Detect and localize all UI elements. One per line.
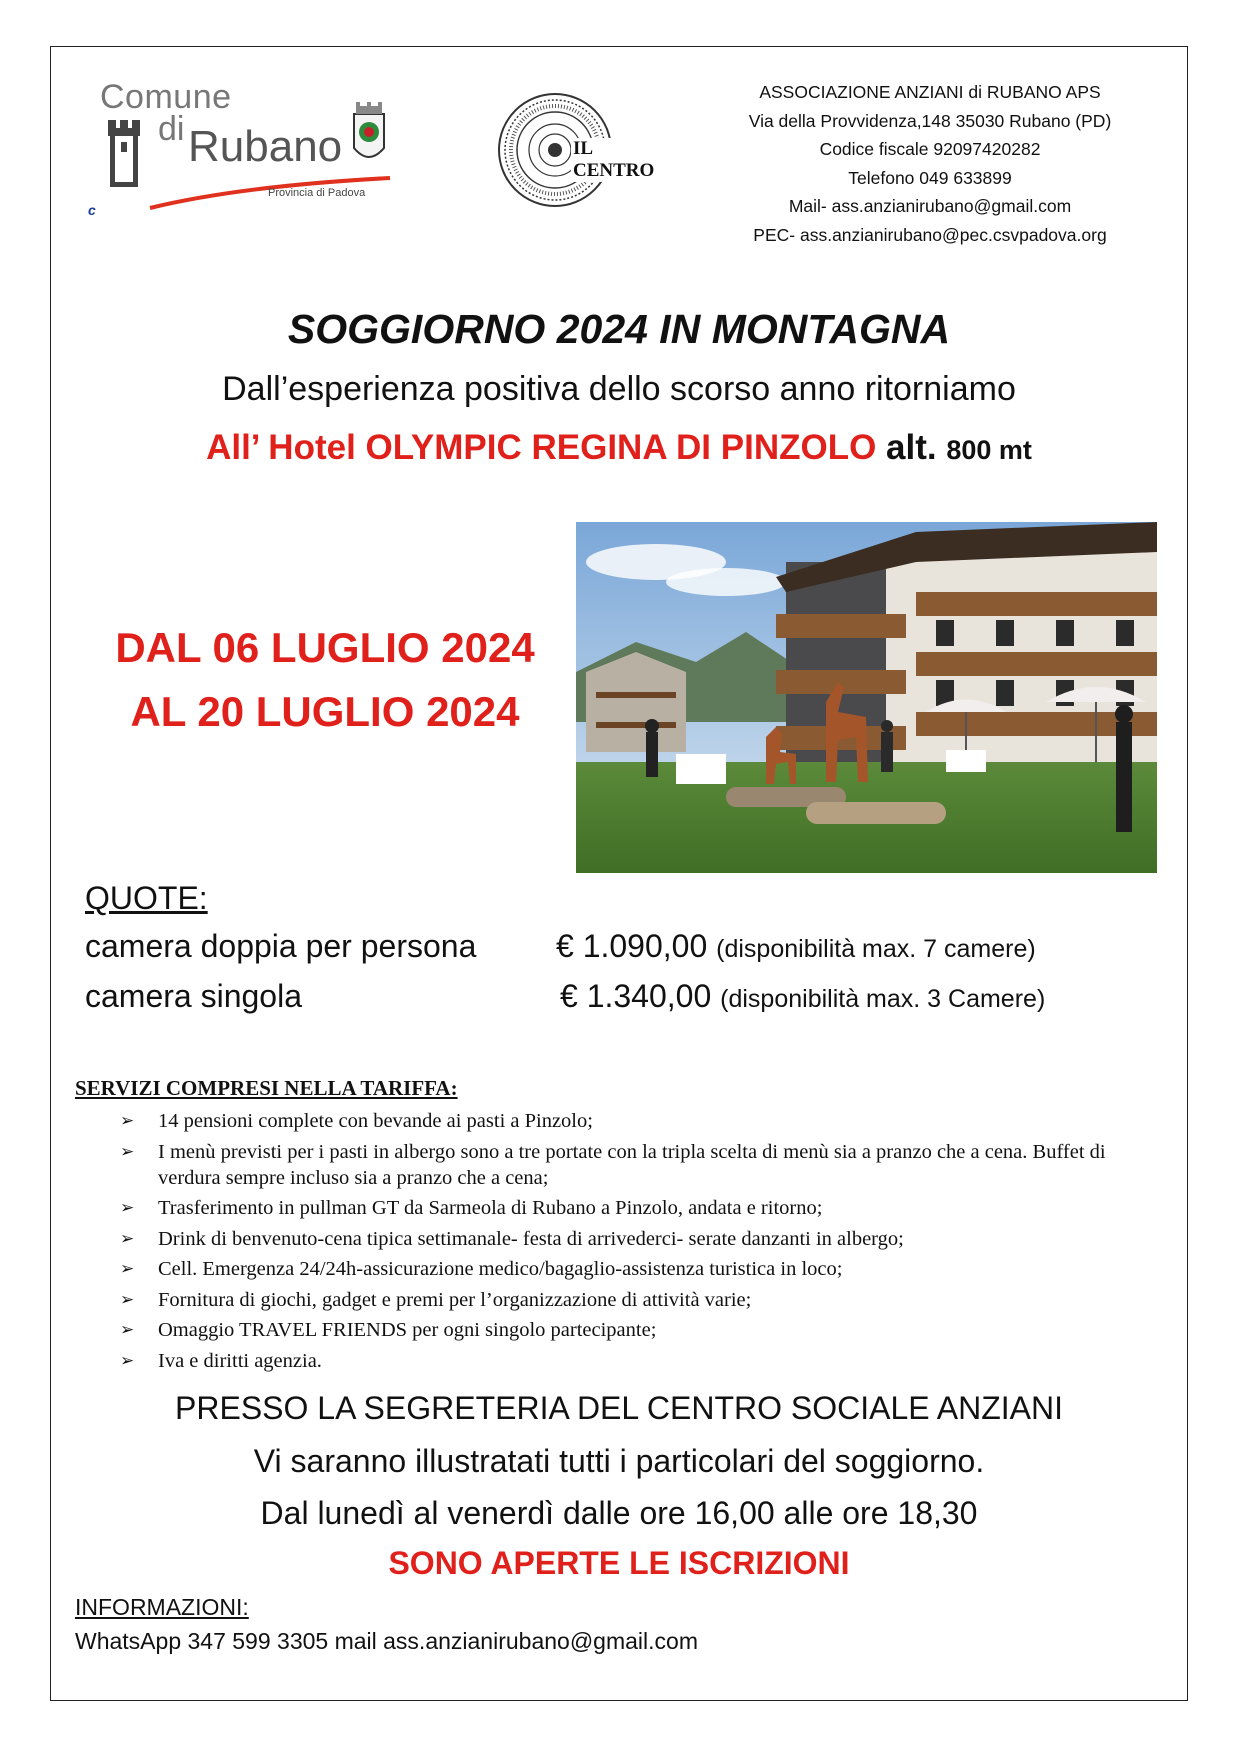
- stay-dates: [80, 616, 570, 744]
- logo-word-comune: Comune: [100, 78, 232, 116]
- closing-line-details: Vi saranno illustratati tutti i particolari del soggiorno.: [253, 1443, 985, 1479]
- date-from: DAL 06 LUGLIO 2024: [115, 624, 535, 671]
- logo-province: Provincia di Padova: [268, 187, 366, 199]
- page-subtitle: Dall’esperienza positiva dello scorso anno ritorniamo: [222, 370, 1016, 408]
- list-item: [120, 1108, 1170, 1134]
- comune-logo: [80, 70, 410, 230]
- quote-price-value: € 1.340,00: [560, 978, 712, 1014]
- quote-row-single: [85, 978, 1046, 1015]
- logo-word-rubano: Rubano: [188, 122, 343, 171]
- list-item-text: Iva e diritti agenzia.: [158, 1349, 322, 1372]
- quote-note: (disponibilità max. 3 Camere): [720, 985, 1046, 1013]
- arrow-bullet-icon: ➢: [120, 1320, 135, 1339]
- quote-label: camera singola: [85, 978, 302, 1014]
- list-item: [120, 1317, 1170, 1343]
- closing-line-hours: Dal lunedì al venerdì dalle ore 16,00 alle ore 18,30: [260, 1495, 978, 1531]
- stamp-label: IL CENTRO: [571, 138, 668, 182]
- arrow-bullet-icon: ➢: [120, 1259, 135, 1278]
- info-title: INFORMAZIONI:: [75, 1594, 249, 1620]
- list-item: [120, 1287, 1170, 1313]
- list-item: [120, 1139, 1170, 1191]
- list-item: [120, 1195, 1170, 1221]
- quote-label: camera doppia per persona: [85, 928, 477, 964]
- list-item: [120, 1348, 1170, 1374]
- association-mail: Mail- ass.anzianirubano@gmail.com: [788, 196, 1072, 216]
- quote-price: [556, 928, 1036, 965]
- list-item-text: Drink di benvenuto-cena tipica settimanale- festa di arrivederci- serate danzanti in albergo;: [158, 1227, 904, 1250]
- association-address: Via della Provvidenza,148 35030 Rubano (PD): [748, 110, 1112, 131]
- list-item-text: Fornitura di giochi, gadget e premi per l’organizzazione di attività varie;: [158, 1288, 752, 1311]
- info-contacts: WhatsApp 347 599 3305 mail ass.anzianirubano@gmail.com: [75, 1628, 698, 1654]
- logo-word-di: di: [158, 110, 185, 148]
- list-item-text: Trasferimento in pullman GT da Sarmeola di Rubano a Pinzolo, andata e ritorno;: [158, 1197, 823, 1219]
- arrow-bullet-icon: ➢: [120, 1198, 135, 1217]
- services-title: SERVIZI COMPRESI NELLA TARIFFA:: [75, 1076, 458, 1100]
- association-phone: Telefono 049 633899: [848, 167, 1012, 188]
- association-fiscal-code: Codice fiscale 92097420282: [819, 139, 1041, 159]
- hotel-line: [50, 428, 1188, 468]
- association-name: ASSOCIAZIONE ANZIANI di RUBANO APS: [759, 82, 1101, 102]
- date-to: AL 20 LUGLIO 2024: [130, 688, 520, 735]
- registration-open-banner: SONO APERTE LE ISCRIZIONI: [388, 1545, 850, 1581]
- logo-c-mark: c: [88, 202, 96, 218]
- arrow-bullet-icon: ➢: [120, 1228, 135, 1248]
- list-item-text: 14 pensioni complete con bevande ai pasti a Pinzolo;: [158, 1110, 593, 1132]
- arrow-bullet-icon: ➢: [120, 1111, 135, 1130]
- hotel-photo-illustration: [576, 522, 1157, 873]
- list-item: [120, 1226, 1170, 1252]
- quote-note: (disponibilità max. 7 camere): [716, 935, 1036, 963]
- association-pec: PEC- ass.anzianirubano@pec.csvpadova.org: [753, 224, 1107, 245]
- list-item-text: Omaggio TRAVEL FRIENDS per ogni singolo partecipante;: [158, 1319, 657, 1341]
- closing-line-segreteria: PRESSO LA SEGRETERIA DEL CENTRO SOCIALE ANZIANI: [175, 1390, 1063, 1426]
- hotel-photo: [576, 522, 1157, 873]
- quote-price-value: € 1.090,00: [556, 928, 708, 964]
- arrow-bullet-icon: ➢: [120, 1350, 135, 1370]
- list-item-text: I menù previsti per i pasti in albergo sono a tre portate con la tripla scelta di menù sia a pranzo che a cena. Buffet di verdura sempre incluso sia a pranzo che a cena;: [158, 1140, 1106, 1189]
- quotes-title: QUOTE:: [85, 880, 208, 916]
- il-centro-stamp: [493, 90, 668, 215]
- association-info: [690, 78, 1170, 249]
- quote-price: [560, 978, 1045, 1015]
- quote-row-double: [85, 928, 1036, 965]
- altitude-value: 800 mt: [946, 435, 1032, 465]
- altitude-label: alt.: [886, 428, 937, 467]
- list-item-text: Cell. Emergenza 24/24h-assicurazione medico/bagaglio-assistenza turistica in loco;: [158, 1258, 843, 1280]
- list-item: [120, 1256, 1170, 1282]
- page-title: SOGGIORNO 2024 IN MONTAGNA: [287, 306, 951, 352]
- services-list: [120, 1108, 1170, 1378]
- hotel-name: All’ Hotel OLYMPIC REGINA DI PINZOLO: [206, 428, 877, 467]
- arrow-bullet-icon: ➢: [120, 1141, 135, 1161]
- arrow-bullet-icon: ➢: [120, 1289, 135, 1309]
